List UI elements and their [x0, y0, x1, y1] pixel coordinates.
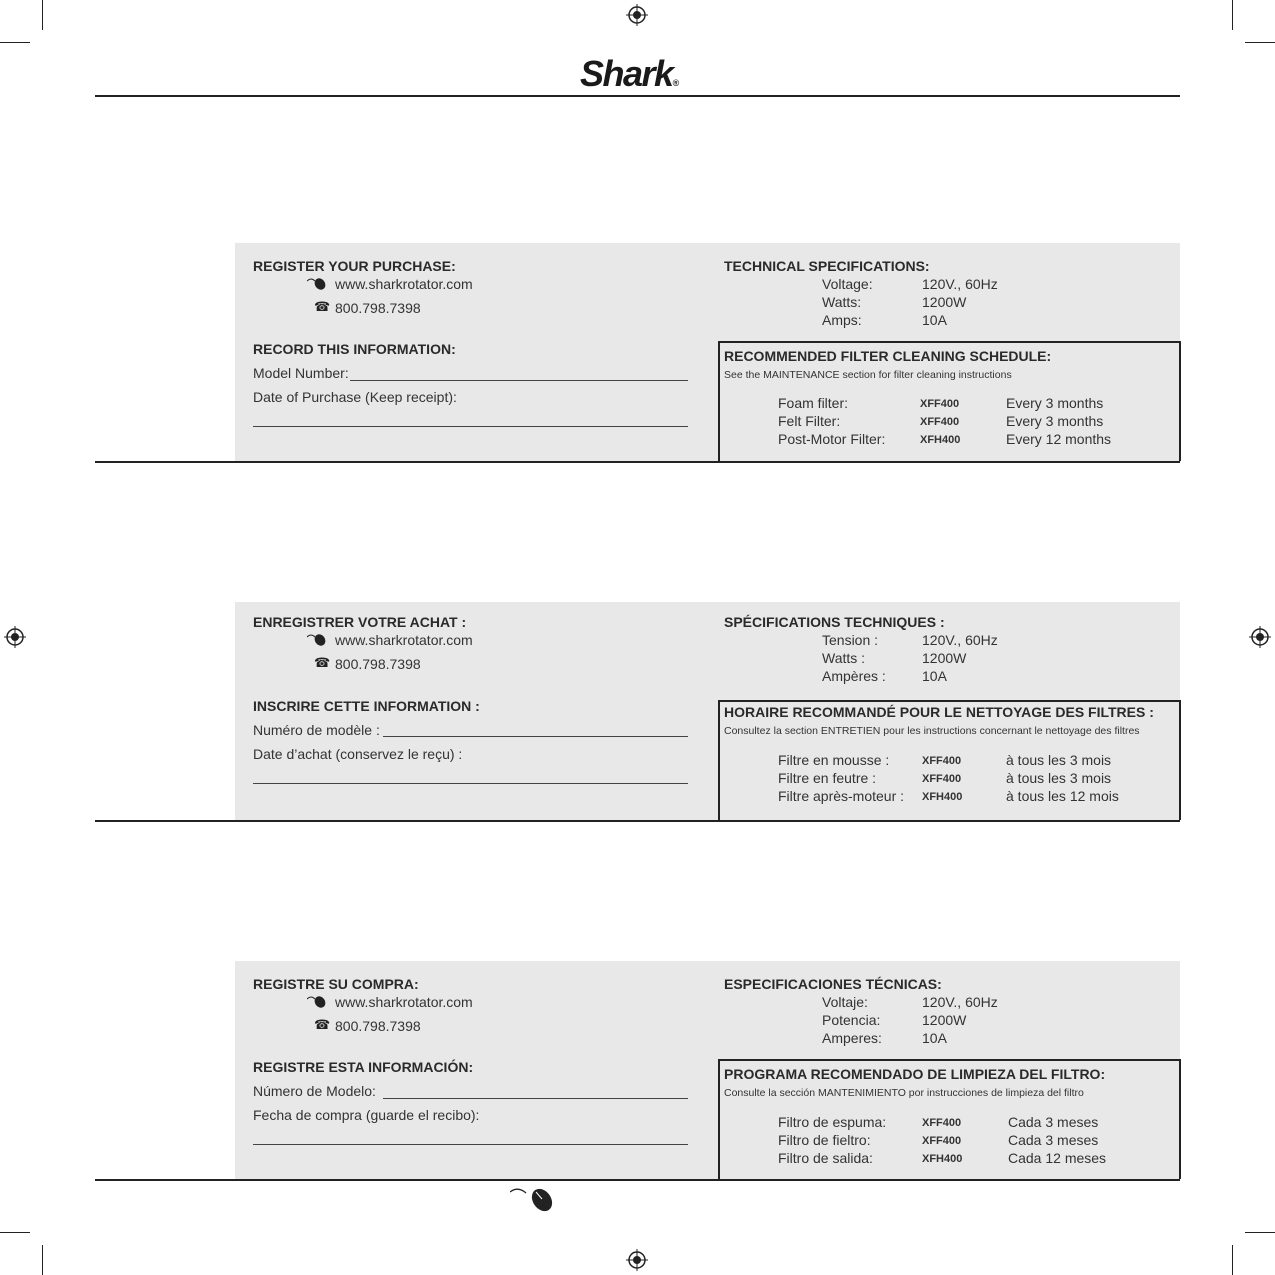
filter-schedule: à tous les 12 mois — [1006, 788, 1119, 804]
filter-schedule-title: PROGRAMA RECOMENDADO DE LIMPIEZA DEL FILTRO: — [724, 1066, 1106, 1082]
record-title: RECORD THIS INFORMATION: — [253, 341, 456, 357]
crop-mark — [42, 0, 43, 30]
filter-code: XFH400 — [920, 434, 961, 446]
filter-schedule-note: Consultez la section ENTRETIEN pour les instructions concernant le nettoyage des filtres — [724, 725, 1140, 737]
mouse-icon — [510, 1186, 556, 1214]
crop-mark — [1245, 42, 1275, 43]
spec-label: Amperes: — [822, 1030, 882, 1046]
spec-value: 10A — [922, 668, 947, 684]
filter-code: XFF400 — [922, 755, 962, 767]
section-french — [95, 602, 1180, 822]
filter-schedule: à tous les 3 mois — [1006, 770, 1112, 786]
purchase-date-label: Date of Purchase (Keep receipt): — [253, 389, 457, 405]
spec-value: 1200W — [922, 294, 967, 310]
filter-code: XFF400 — [922, 773, 962, 785]
specs-title: SPÉCIFICATIONS TECHNIQUES : — [724, 614, 945, 630]
website-link[interactable]: www.sharkrotator.com — [335, 994, 473, 1010]
filter-code: XFF400 — [920, 416, 960, 428]
spec-value: 1200W — [922, 1012, 967, 1028]
spec-label: Watts : — [822, 650, 866, 666]
spec-value: 120V., 60Hz — [922, 276, 998, 292]
filter-schedule: Every 3 months — [1006, 413, 1104, 429]
mouse-icon — [307, 277, 327, 291]
crop-mark — [0, 1232, 30, 1233]
website-link[interactable]: www.sharkrotator.com — [335, 632, 473, 648]
spec-label: Voltaje: — [822, 994, 868, 1010]
filter-schedule: Every 12 months — [1006, 431, 1112, 447]
record-title: REGISTRE ESTA INFORMACIÓN: — [253, 1059, 474, 1075]
spec-value: 10A — [922, 1030, 947, 1046]
spec-value: 1200W — [922, 650, 967, 666]
filter-code: XFH400 — [922, 1153, 963, 1165]
phone-number: 800.798.7398 — [335, 1018, 421, 1034]
purchase-date-field[interactable] — [253, 783, 688, 784]
brand-logo: Shark® — [580, 53, 680, 94]
phone-number: 800.798.7398 — [335, 300, 421, 316]
filter-schedule: Every 3 months — [1006, 395, 1104, 411]
mouse-icon — [307, 633, 327, 647]
filter-name: Post-Motor Filter: — [778, 431, 886, 447]
register-title: ENREGISTRER VOTRE ACHAT : — [253, 614, 467, 630]
filter-schedule: à tous les 3 mois — [1006, 752, 1112, 768]
spec-label: Amps: — [822, 312, 862, 328]
filter-schedule-title: HORAIRE RECOMMANDÉ POUR LE NETTOYAGE DES FILTRES : — [724, 704, 1154, 720]
registration-mark-icon — [626, 1249, 648, 1271]
spec-label: Tension : — [822, 632, 879, 648]
spec-value: 120V., 60Hz — [922, 994, 998, 1010]
purchase-date-label: Date d’achat (conservez le reçu) : — [253, 746, 463, 762]
filter-name: Filtro de salida: — [778, 1150, 873, 1166]
filter-name: Felt Filter: — [778, 413, 841, 429]
filter-code: XFH400 — [922, 791, 963, 803]
crop-mark — [1232, 1245, 1233, 1275]
register-title: REGISTRE SU COMPRA: — [253, 976, 419, 992]
register-title: REGISTER YOUR PURCHASE: — [253, 258, 456, 274]
model-number-field[interactable] — [383, 1098, 688, 1099]
specs-title: ESPECIFICACIONES TÉCNICAS: — [724, 976, 942, 992]
filter-name: Filtre en feutre : — [778, 770, 877, 786]
filter-schedule-title: RECOMMENDED FILTER CLEANING SCHEDULE: — [724, 348, 1052, 364]
filter-schedule: Cada 12 meses — [1008, 1150, 1107, 1166]
spec-label: Potencia: — [822, 1012, 881, 1028]
phone-number: 800.798.7398 — [335, 656, 421, 672]
model-number-label: Model Number: — [253, 365, 349, 381]
crop-mark — [42, 1245, 43, 1275]
spec-label: Ampères : — [822, 668, 886, 684]
filter-name: Filtro de fieltro: — [778, 1132, 871, 1148]
purchase-date-field[interactable] — [253, 1144, 688, 1145]
phone-icon: ☎ — [314, 1018, 331, 1033]
spec-label: Voltage: — [822, 276, 873, 292]
record-title: INSCRIRE CETTE INFORMATION : — [253, 698, 480, 714]
filter-code: XFF400 — [922, 1135, 962, 1147]
spec-label: Watts: — [822, 294, 862, 310]
section-spanish — [95, 961, 1180, 1181]
mouse-icon — [307, 995, 327, 1009]
filter-code: XFF400 — [922, 1117, 962, 1129]
purchase-date-label: Fecha de compra (guarde el recibo): — [253, 1107, 480, 1123]
registration-mark-icon — [1249, 626, 1271, 648]
model-number-label: Número de Modelo: — [253, 1083, 376, 1099]
model-number-label: Numéro de modèle : — [253, 722, 380, 738]
specs-title: TECHNICAL SPECIFICATIONS: — [724, 258, 930, 274]
filter-schedule: Cada 3 meses — [1008, 1132, 1099, 1148]
website-link[interactable]: www.sharkrotator.com — [335, 276, 473, 292]
model-number-field[interactable] — [383, 736, 688, 737]
filter-schedule-note: Consulte la sección MANTENIMIENTO por instrucciones de limpieza del filtro — [724, 1087, 1084, 1099]
section-english — [95, 243, 1180, 463]
filter-name: Filtro de espuma: — [778, 1114, 887, 1130]
filter-name: Foam filter: — [778, 395, 849, 411]
crop-mark — [1245, 1232, 1275, 1233]
filter-schedule: Cada 3 meses — [1008, 1114, 1099, 1130]
registration-mark-icon — [626, 4, 648, 26]
crop-mark — [1232, 0, 1233, 30]
section-rule — [95, 461, 1180, 463]
filter-name: Filtre après-moteur : — [778, 788, 905, 804]
filter-schedule-note: See the MAINTENANCE section for filter cleaning instructions — [724, 369, 1012, 381]
filter-name: Filtre en mousse : — [778, 752, 890, 768]
model-number-field[interactable] — [350, 380, 688, 381]
phone-icon: ☎ — [314, 300, 331, 315]
crop-mark — [0, 42, 30, 43]
phone-icon: ☎ — [314, 656, 331, 671]
registration-mark-icon — [4, 626, 26, 648]
spec-value: 120V., 60Hz — [922, 632, 998, 648]
section-rule — [95, 1179, 1180, 1181]
spec-value: 10A — [922, 312, 947, 328]
section-rule — [95, 820, 1180, 822]
header-rule — [95, 95, 1180, 97]
purchase-date-field[interactable] — [253, 426, 688, 427]
filter-code: XFF400 — [920, 398, 960, 410]
